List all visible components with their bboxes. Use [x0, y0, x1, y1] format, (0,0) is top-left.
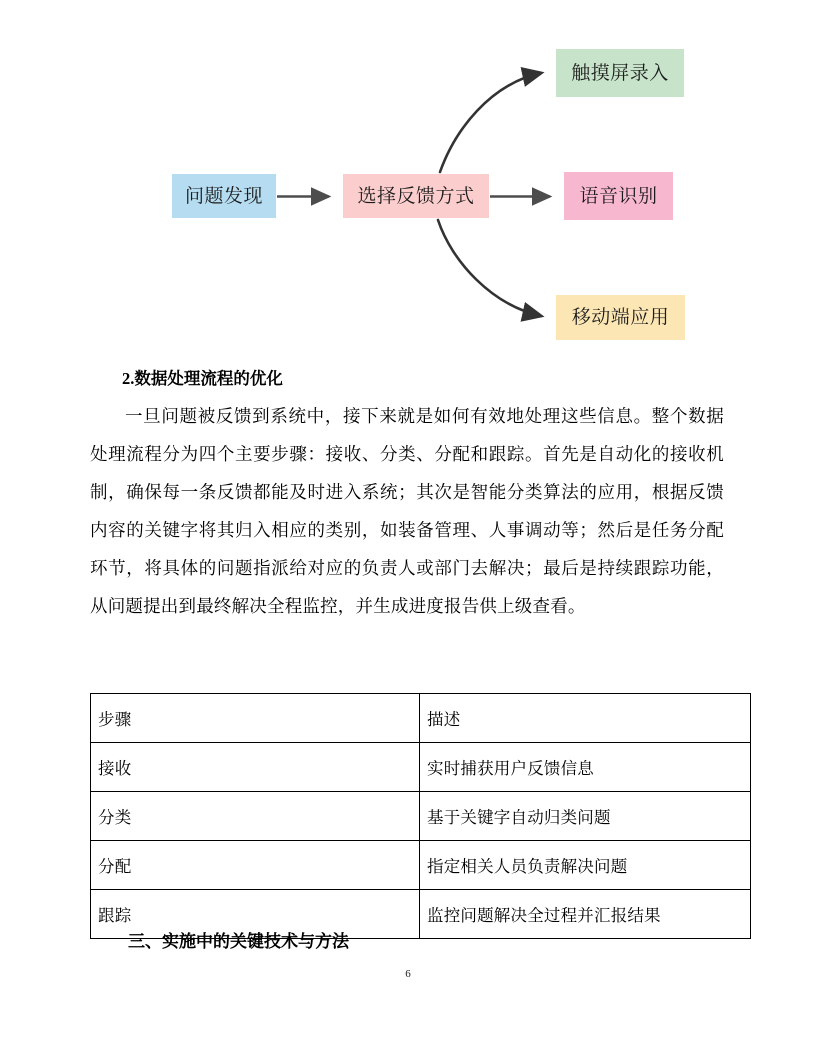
flow-node-touchscreen-entry[interactable]: [556, 49, 684, 97]
table-cell-step: 跟踪: [91, 890, 420, 939]
table-row: [91, 792, 751, 841]
table-cell-description: 指定相关人员负责解决问题: [420, 841, 751, 890]
flow-node-label: 触摸屏录入: [571, 62, 669, 84]
flow-node-label: 语音识别: [579, 185, 658, 207]
section-sub-heading: 2.数据处理流程的优化: [122, 369, 283, 388]
table-header-cell-step: 步骤: [91, 694, 420, 743]
steps-table: [90, 693, 751, 939]
table-row: [91, 841, 751, 890]
flow-node-problem-discovery[interactable]: [172, 174, 276, 218]
page-number: 6: [405, 968, 411, 980]
table-cell-step: 分配: [91, 841, 420, 890]
flow-node-choose-feedback-method[interactable]: [343, 174, 489, 218]
table-cell-step: 分类: [91, 792, 420, 841]
flow-node-label: 移动端应用: [571, 307, 670, 328]
body-paragraph: 一旦问题被反馈到系统中，接下来就是如何有效地处理这些信息。整个数据处理流程分为四个主要步骤：接收、分类、分配和跟踪。首先是自动化的接收机制，确保每一条反馈都能及时进入系统；其次是智能分类算法的应用，根据反馈内容的关键字将其归入相应的类别，如装备管理、人事调动等；然后是任务分配环节，将具体的问题指派给对应的负责人或部门去解决；最后是持续跟踪功能，从问题提出到最终解决全程监控，并生成进度报告供上级查看。: [90, 406, 724, 616]
table-cell-step: 接收: [91, 743, 420, 792]
table-header-row: [91, 694, 751, 743]
table-header-cell-description: 描述: [420, 694, 751, 743]
edge-choose-to-touchscreen: [440, 73, 541, 172]
table-cell-description: 基于关键字自动归类问题: [420, 792, 751, 841]
table-row: [91, 743, 751, 792]
document-body: [90, 362, 724, 625]
flow-node-voice-recognition[interactable]: [564, 172, 673, 220]
flow-node-label: 问题发现: [184, 185, 263, 207]
flow-node-label: 选择反馈方式: [357, 185, 475, 207]
edge-choose-to-mobile: [438, 220, 541, 316]
flowchart-diagram: [0, 0, 816, 352]
flow-node-mobile-application[interactable]: [556, 295, 685, 340]
table-cell-description: 实时捕获用户反馈信息: [420, 743, 751, 792]
steps-table-container: [90, 693, 722, 939]
section-heading-three: 三、实施中的关键技术与方法: [128, 932, 349, 951]
table-cell-description: 监控问题解决全过程并汇报结果: [420, 890, 751, 939]
